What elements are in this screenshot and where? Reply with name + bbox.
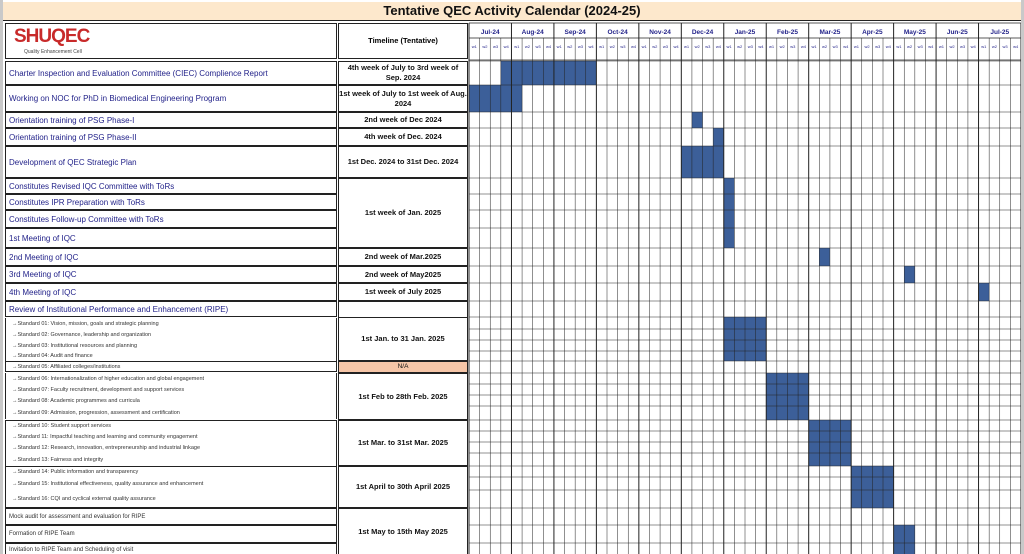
gantt-grid: [3, 0, 1021, 554]
timeline-header: Timeline (Tentative): [338, 23, 468, 59]
month-label: Jul-25: [990, 29, 1010, 36]
gantt-bar-1: [469, 85, 522, 112]
calendar-sheet: [3, 0, 1021, 554]
month-label: Apr-25: [862, 29, 883, 36]
week-label: w4: [630, 44, 637, 49]
week-label: w4: [970, 44, 976, 49]
gantt-bar-8: [724, 228, 735, 248]
timeline-std-may: 1st May to 15th May 2025: [338, 508, 468, 554]
week-label: w1: [599, 44, 605, 49]
timeline-na: N/A: [338, 361, 468, 373]
month-label: Dec-24: [691, 29, 714, 36]
gantt-bar-9: [819, 248, 830, 266]
week-label: w1: [514, 44, 520, 49]
week-label: w2: [652, 44, 658, 49]
week-label: w3: [875, 44, 881, 49]
week-label: w4: [1013, 44, 1019, 49]
month-label: Mar-25: [819, 29, 841, 36]
week-label: w3: [577, 44, 584, 49]
week-label: w2: [949, 44, 955, 49]
week-label: w2: [737, 44, 743, 49]
month-label: Jul-24: [480, 29, 500, 36]
gantt-bar-5: [724, 178, 735, 194]
month-label: Nov-24: [649, 29, 671, 36]
timeline-jul-2025: 1st week of July 2025: [338, 283, 468, 301]
month-label: Sep-24: [564, 29, 586, 36]
week-label: w1: [811, 44, 817, 49]
standard-11: →Standard 11: Impactful teaching and learning and community engagement: [5, 431, 337, 442]
week-label: w1: [853, 44, 860, 49]
week-label: w2: [991, 44, 998, 49]
activity-mock-audit: Mock audit for assessment and evaluation for RIPE: [5, 508, 337, 525]
week-label: w1: [556, 44, 562, 49]
week-label: w4: [715, 44, 722, 49]
week-label: w2: [567, 44, 573, 49]
standard-09: →Standard 09: Admission, progression, assessment and certification: [5, 406, 337, 419]
month-label: Aug-24: [521, 29, 544, 36]
gantt-bar-11: [979, 283, 990, 301]
activity-ripe-team: Formation of RIPE Team: [5, 525, 337, 543]
timeline-ciec: 4th week of July to 3rd week of Sep. 2024: [338, 61, 468, 85]
activity-ripe: Review of Institutional Performance and Enhancement (RIPE): [5, 301, 337, 317]
week-label: w1: [768, 44, 775, 49]
standard-10: →Standard 10: Student support services: [5, 420, 337, 431]
activity-followup: Constitutes Follow-up Committee with ToRs: [5, 210, 337, 228]
gantt-bar-6: [724, 194, 735, 210]
week-label: w3: [960, 44, 966, 49]
week-label: w3: [620, 44, 626, 49]
activity-iqc-meeting-3: 3rd Meeting of IQC: [5, 266, 337, 283]
activity-strategic-plan: Development of QEC Strategic Plan: [5, 146, 337, 178]
activity-iqc-meeting-2: 2nd Meeting of IQC: [5, 248, 337, 266]
week-label: w4: [928, 44, 934, 49]
standard-03: →Standard 03: Institutional resources and planning: [5, 340, 337, 351]
timeline-strategic-plan: 1st Dec. 2024 to 31st Dec. 2024: [338, 146, 468, 178]
week-label: w4: [546, 44, 552, 49]
week-label: w2: [779, 44, 785, 49]
week-label: w3: [492, 44, 499, 49]
week-label: w1: [684, 44, 690, 49]
standard-05: →Standard 05: Affiliated colleges/institutions: [5, 361, 337, 372]
month-label: Oct-24: [607, 29, 628, 36]
timeline-std-mar: 1st Mar. to 31st Mar. 2025: [338, 420, 468, 466]
week-label: w2: [609, 44, 615, 49]
standard-14: →Standard 14: Public information and transparency: [5, 466, 337, 477]
week-label: w2: [694, 44, 700, 49]
sheet-title: Tentative QEC Activity Calendar (2024-25): [3, 2, 1021, 21]
week-label: w3: [917, 44, 923, 49]
week-label: w1: [641, 44, 647, 49]
week-label: w1: [981, 44, 987, 49]
week-label: w3: [1002, 44, 1008, 49]
week-label: w3: [705, 44, 711, 49]
standard-15: →Standard 15: Institutional effectiveness, quality assurance and enhancement: [5, 477, 337, 490]
standard-08: →Standard 08: Academic programmes and curricula: [5, 395, 337, 406]
standard-07: →Standard 07: Faculty recruitment, development and support services: [5, 384, 337, 395]
week-label: w1: [726, 44, 732, 49]
week-label: w3: [790, 44, 796, 49]
timeline-std-jan: 1st Jan. to 31 Jan. 2025: [338, 317, 468, 361]
gantt-bar-7: [724, 210, 735, 228]
week-label: w4: [673, 44, 679, 49]
week-label: w2: [482, 44, 488, 49]
activity-iqc-committee: Constitutes Revised IQC Committee with ToRs: [5, 178, 337, 194]
standard-04: →Standard 04: Audit and finance: [5, 351, 337, 361]
timeline-jan-2025: 1st week of Jan. 2025: [338, 178, 468, 248]
standard-12: →Standard 12: Research, innovation, entrepreneurship and industrial linkage: [5, 442, 337, 453]
week-label: w3: [535, 44, 541, 49]
month-label: Feb-25: [776, 29, 798, 36]
standard-16: →Standard 16: CQI and cyclical external quality assurance: [5, 490, 337, 508]
week-label: w3: [662, 44, 668, 49]
week-label: w3: [747, 44, 753, 49]
week-label: w1: [938, 44, 944, 49]
timeline-std-feb: 1st Feb to 28th Feb. 2025: [338, 373, 468, 420]
activity-ripe-invitation: Invitation to RIPE Team and Scheduling of visit: [5, 543, 337, 554]
activity-ciec: Charter Inspection and Evaluation Committee (CIEC) Complience Report: [5, 61, 337, 85]
week-label: w2: [524, 44, 530, 49]
week-label: w4: [843, 44, 849, 49]
month-label: Jan-25: [734, 29, 756, 36]
timeline-psg-1: 2nd week of Dec 2024: [338, 112, 468, 128]
activity-noc-phd: Working on NOC for PhD in Biomedical Engineering Program: [5, 85, 337, 112]
week-label: w2: [822, 44, 828, 49]
activity-psg-1: Orientation training of PSG Phase-I: [5, 112, 337, 128]
timeline-may-2025: 2nd week of May2025: [338, 266, 468, 283]
gantt-bar-10: [904, 266, 915, 283]
activity-iqc-meeting-1: 1st Meeting of IQC: [5, 228, 337, 248]
gantt-bar-3: [713, 128, 724, 146]
timeline-std-apr: 1st April to 30th April 2025: [338, 466, 468, 508]
standard-06: →Standard 06: Internationalization of higher education and global engagement: [5, 373, 337, 384]
week-label: w2: [864, 44, 870, 49]
activity-psg-2: Orientation training of PSG Phase-II: [5, 128, 337, 146]
logo-subtitle: Quality Enhancement Cell: [24, 49, 82, 55]
activity-ipr: Constitutes IPR Preparation with ToRs: [5, 194, 337, 210]
timeline-mar-2025: 2nd week of Mar.2025: [338, 248, 468, 266]
standard-13: →Standard 13: Fairness and integrity: [5, 453, 337, 466]
week-label: w4: [588, 44, 594, 49]
timeline-psg-2: 4th week of Dec. 2024: [338, 128, 468, 146]
week-label: w1: [471, 44, 477, 49]
week-label: w3: [832, 44, 838, 49]
activity-iqc-meeting-4: 4th Meeting of IQC: [5, 283, 337, 301]
week-label: w2: [906, 44, 913, 49]
week-label: w4: [503, 44, 509, 49]
timeline-noc-phd: 1st week of July to 1st week of Aug. 2024: [338, 85, 468, 112]
week-label: w4: [885, 44, 891, 49]
gantt-bar-0: [501, 61, 597, 85]
month-label: Jun-25: [946, 29, 968, 36]
week-label: w1: [896, 44, 902, 49]
standard-02: →Standard 02: Governance, leadership and organization: [5, 329, 337, 340]
gantt-bar-2: [692, 112, 703, 128]
week-label: w4: [758, 44, 764, 49]
logo-text: SHUQEC: [14, 26, 90, 47]
month-label: May-25: [903, 29, 926, 36]
week-label: w4: [800, 44, 806, 49]
standard-01: →Standard 01: Vision, mission, goals and strategic planning: [5, 318, 337, 329]
